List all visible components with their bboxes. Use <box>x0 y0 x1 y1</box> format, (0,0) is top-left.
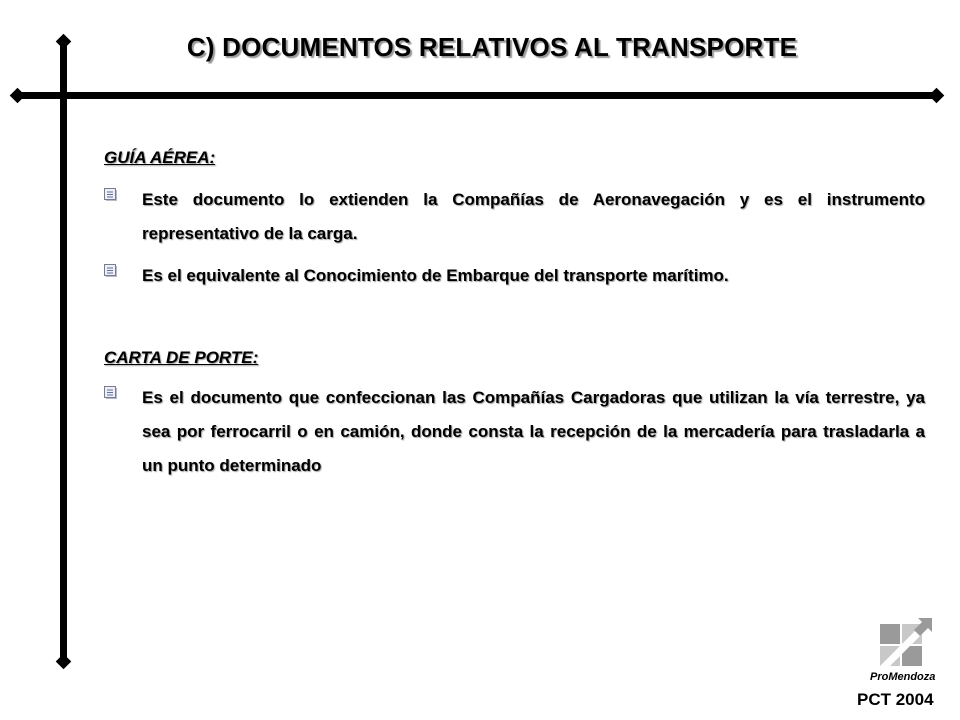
document-bullet-icon <box>104 386 118 400</box>
bullet-text: Es el equivalente al Conocimiento de Embarque del transporte marítimo. <box>142 266 729 285</box>
slide-title: C) DOCUMENTOS RELATIVOS AL TRANSPORTE <box>186 32 798 62</box>
footer-label: PCT 2004 <box>857 690 934 709</box>
bottom-diamond <box>56 654 72 670</box>
horizontal-frame-line <box>14 92 940 99</box>
vertical-frame-line <box>60 42 67 662</box>
document-bullet-icon <box>104 264 118 278</box>
bullet-item <box>104 381 925 483</box>
right-diamond <box>929 88 945 104</box>
bullet-text: Es el documento que confeccionan las Compañías Cargadoras que utilizan la vía terrestre, ya sea por ferrocarril o en camión, donde consta la recepción de la mercadería para trasladarla a un punto determinado <box>142 388 925 475</box>
promendoza-logo-icon <box>880 618 932 670</box>
bullet-item <box>104 259 925 293</box>
document-bullet-icon <box>104 188 118 202</box>
section-heading-carta-de-porte: CARTA DE PORTE: <box>104 348 259 367</box>
bullet-text: Este documento lo extienden la Compañías de Aeronavegación y es el instrumento representativo de la carga. <box>142 190 925 243</box>
logo-text: ProMendoza <box>870 671 936 683</box>
left-diamond <box>10 88 26 104</box>
section-heading-guia-aerea: GUÍA AÉREA: <box>104 148 216 167</box>
bullet-item <box>104 183 925 251</box>
